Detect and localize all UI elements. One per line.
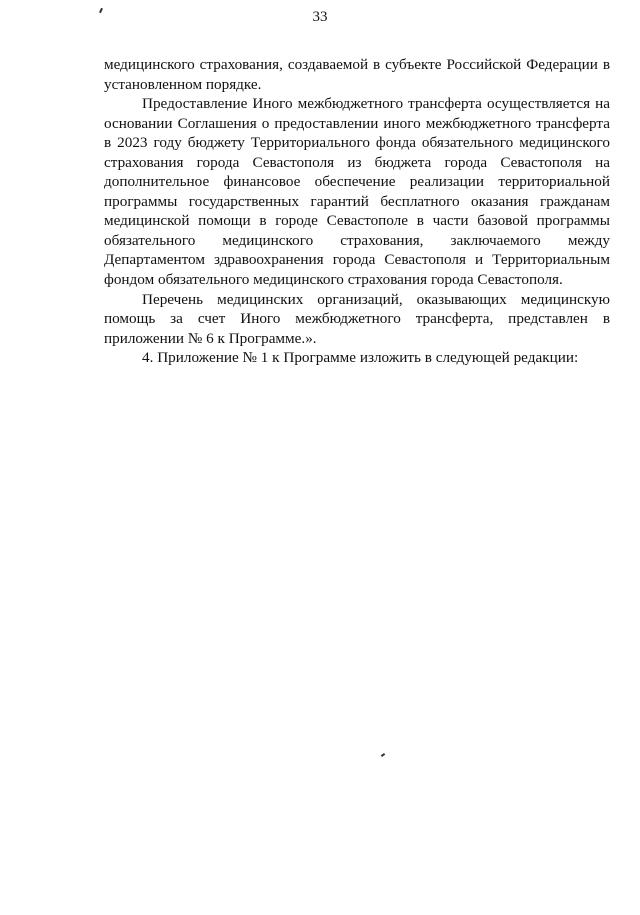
paragraph-transfer-basis: Предоставление Иного межбюджетного трансферта осуществляется на основании Соглашения о предоставлении иного межбюджетного трансферта в 2023 году бюджету Территориального фонда обязательного медицинского страхования города Севастополя из бюджета города Севастополя на дополнительное финансовое обеспечение реализации территориальной программы государственных гарантий бесплатного оказания гражданам медицинской помощи в городе Севастополе в части базовой программы обязательного медицинского страхования, заключаемого между Департаментом здравоохранения города Севастополя и Территориальным фондом обязательного медицинского страхования города Севастополя. — [104, 95, 610, 289]
paragraph-organizations-list: Перечень медицинских организаций, оказывающих медицинскую помощь за счет Иного межбюджетного трансферта, представлен в приложении № 6 к Программе.». — [104, 290, 610, 347]
paragraph-continuation: медицинского страхования, создаваемой в субъекте Российской Федерации в установленном порядке. — [104, 56, 610, 93]
paragraph-item-4: 4. Приложение № 1 к Программе изложить в следующей редакции: — [142, 349, 579, 367]
document-body — [104, 55, 610, 368]
scan-speck — [381, 753, 385, 757]
page-number: 33 — [312, 9, 328, 25]
